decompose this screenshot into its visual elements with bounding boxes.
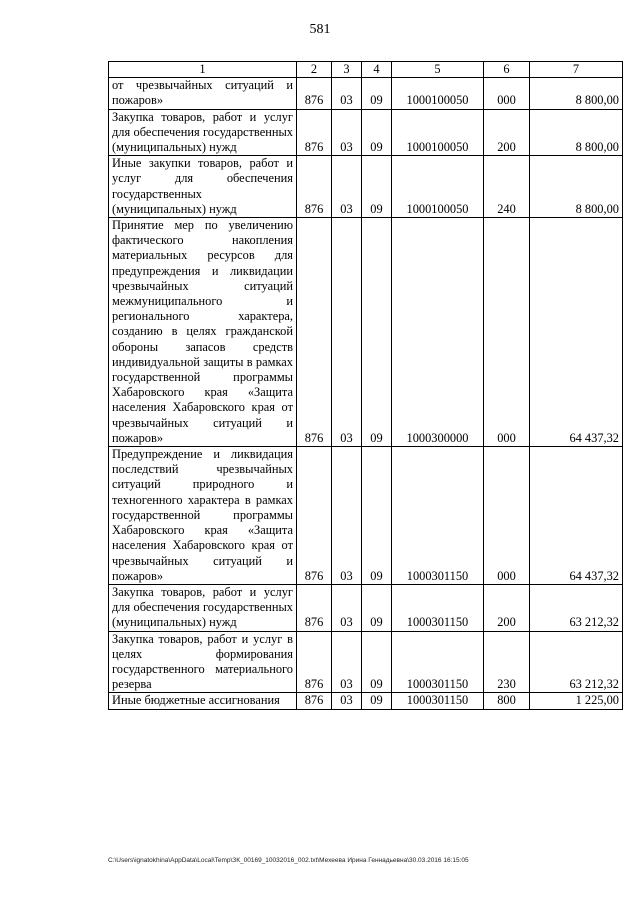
- admin-code: 876: [297, 631, 332, 693]
- admin-code: 876: [297, 693, 332, 709]
- subsection-code: 09: [362, 447, 392, 585]
- section-code: 03: [332, 218, 362, 447]
- expense-type-code: 000: [484, 447, 530, 585]
- amount: 63 212,32: [530, 584, 623, 631]
- admin-code: 876: [297, 584, 332, 631]
- row-description: Закупка товаров, работ и услуг для обеспечения государственных (муниципальных) нужд: [109, 584, 297, 631]
- table-row: [109, 78, 623, 109]
- expense-type-code: 200: [484, 584, 530, 631]
- expense-type-code: 200: [484, 109, 530, 156]
- subsection-code: 09: [362, 78, 392, 109]
- table-header-row: [109, 62, 623, 78]
- section-code: 03: [332, 156, 362, 218]
- target-article-code: 1000301150: [392, 631, 484, 693]
- admin-code: 876: [297, 218, 332, 447]
- expense-type-code: 000: [484, 218, 530, 447]
- subsection-code: 09: [362, 109, 392, 156]
- table-row: [109, 156, 623, 218]
- target-article-code: 1000100050: [392, 78, 484, 109]
- column-header: 6: [484, 62, 530, 78]
- table-row: [109, 447, 623, 585]
- column-header: 4: [362, 62, 392, 78]
- subsection-code: 09: [362, 631, 392, 693]
- table-row: [109, 109, 623, 156]
- section-code: 03: [332, 584, 362, 631]
- table-row: [109, 584, 623, 631]
- admin-code: 876: [297, 156, 332, 218]
- expense-type-code: 240: [484, 156, 530, 218]
- expense-type-code: 800: [484, 693, 530, 709]
- row-description: Закупка товаров, работ и услуг в целях формирования государственного материального резерва: [109, 631, 297, 693]
- section-code: 03: [332, 631, 362, 693]
- section-code: 03: [332, 78, 362, 109]
- section-code: 03: [332, 693, 362, 709]
- target-article-code: 1000301150: [392, 447, 484, 585]
- row-description: Принятие мер по увеличению фактического накопления материальных ресурсов для предупреждения и ликвидации чрезвычайных ситуаций межмуниципального и регионального характера, созданию в целях гражданской обороны запасов средств индивидуальной защиты в рамках государственной программы Хабаровского края «Защита населения Хабаровского края от чрезвычайных ситуаций и пожаров»: [109, 218, 297, 447]
- budget-table: [108, 61, 623, 710]
- target-article-code: 1000300000: [392, 218, 484, 447]
- target-article-code: 1000100050: [392, 109, 484, 156]
- amount: 64 437,32: [530, 218, 623, 447]
- subsection-code: 09: [362, 156, 392, 218]
- section-code: 03: [332, 447, 362, 585]
- admin-code: 876: [297, 447, 332, 585]
- target-article-code: 1000301150: [392, 584, 484, 631]
- column-header: 7: [530, 62, 623, 78]
- page-number: 581: [309, 22, 331, 37]
- row-description: Иные закупки товаров, работ и услуг для обеспечения государственных (муниципальных) нужд: [109, 156, 297, 218]
- column-header: 5: [392, 62, 484, 78]
- amount: 8 800,00: [530, 109, 623, 156]
- table-row: [109, 693, 623, 709]
- amount: 64 437,32: [530, 447, 623, 585]
- target-article-code: 1000100050: [392, 156, 484, 218]
- column-header: 2: [297, 62, 332, 78]
- column-header: 3: [332, 62, 362, 78]
- amount: 1 225,00: [530, 693, 623, 709]
- row-description: Предупреждение и ликвидация последствий чрезвычайных ситуаций природного и техногенного характера в рамках государственной программы Хабаровского края «Защита населения Хабаровского края от чрезвычайных ситуаций и пожаров»: [109, 447, 297, 585]
- file-path-footer: C:\Users\ignatokhina\AppData\Local\Temp\ЗК_00169_10032016_002.txt\Мехеева Ирина Геннадьевна\30.03.2016 16:15:05: [108, 857, 469, 864]
- subsection-code: 09: [362, 218, 392, 447]
- row-description: Иные бюджетные ассигнования: [109, 693, 297, 709]
- admin-code: 876: [297, 109, 332, 156]
- subsection-code: 09: [362, 693, 392, 709]
- column-header: 1: [109, 62, 297, 78]
- section-code: 03: [332, 109, 362, 156]
- row-description: Закупка товаров, работ и услуг для обеспечения государственных (муниципальных) нужд: [109, 109, 297, 156]
- row-description: от чрезвычайных ситуаций и пожаров»: [109, 78, 297, 109]
- amount: 8 800,00: [530, 156, 623, 218]
- expense-type-code: 230: [484, 631, 530, 693]
- amount: 8 800,00: [530, 78, 623, 109]
- expense-type-code: 000: [484, 78, 530, 109]
- amount: 63 212,32: [530, 631, 623, 693]
- subsection-code: 09: [362, 584, 392, 631]
- table-row: [109, 218, 623, 447]
- target-article-code: 1000301150: [392, 693, 484, 709]
- admin-code: 876: [297, 78, 332, 109]
- table-row: [109, 631, 623, 693]
